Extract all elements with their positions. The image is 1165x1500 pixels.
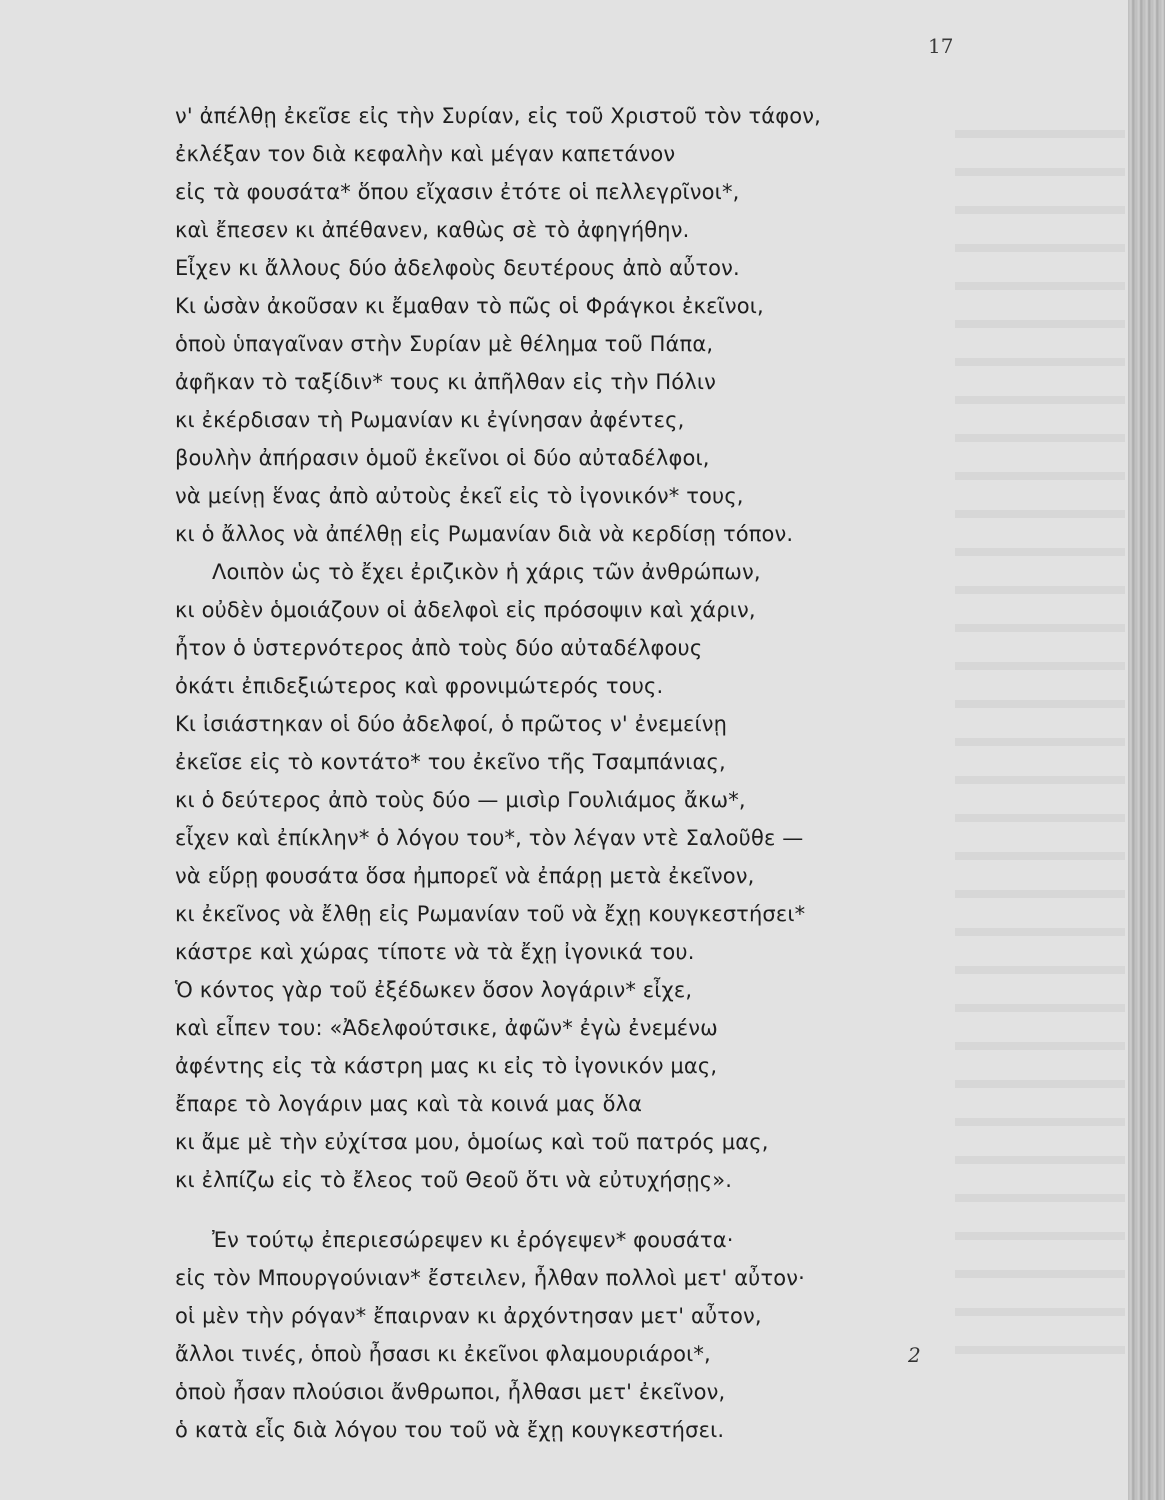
verse-line: ὁ κατὰ εἷς διὰ λόγου του τοῦ νὰ ἔχῃ κουγκεστήσει. bbox=[175, 1418, 725, 1442]
verse-line: ὀκάτι ἐπιδεξιώτερος καὶ φρονιμώτερός τους. bbox=[175, 674, 664, 698]
verse-line: βουλὴν ἀπήρασιν ὁμοῦ ἐκεῖνοι οἱ δύο αὐταδέλφοι, bbox=[175, 446, 710, 470]
verse-line: εἰς τὰ φουσάτα* ὅπου εἴχασιν ἐτότε οἱ πελλεγρῖνοι*, bbox=[175, 180, 740, 204]
verse-line: ἦτον ὁ ὑστερνότερος ἀπὸ τοὺς δύο αὐταδέλφους bbox=[175, 636, 703, 660]
verse-line: εἶχεν καὶ ἐπίκλην* ὁ λόγου του*, τὸν λέγαν ντὲ Σαλοῦθε — bbox=[175, 826, 804, 850]
verse-line: Κι ἰσιάστηκαν οἱ δύο ἀδελφοί, ὁ πρῶτος ν' ἐνεμείνῃ bbox=[175, 712, 728, 736]
verse-line: κι οὐδὲν ὁμοιάζουν οἱ ἀδελφοὶ εἰς πρόσοψιν καὶ χάριν, bbox=[175, 598, 756, 622]
verse-line: κι ὁ δεύτερος ἀπὸ τοὺς δύο — μισὶρ Γουλιάμος ἄκω*, bbox=[175, 788, 746, 812]
verse-line: κι ἐκεῖνος νὰ ἔλθῃ εἰς Ρωμανίαν τοῦ νὰ ἔχῃ κουγκεστήσει* bbox=[175, 902, 806, 926]
verse-line: Ὁ κόντος γὰρ τοῦ ἐξέδωκεν ὅσον λογάριν* εἶχε, bbox=[175, 978, 693, 1002]
verse-line: ἀφῆκαν τὸ ταξίδιν* τους κι ἀπῆλθαν εἰς τὴν Πόλιν bbox=[175, 370, 716, 394]
verse-line: εἰς τὸν Μπουργούνιαν* ἔστειλεν, ἦλθαν πολλοὶ μετ' αὖτον· bbox=[175, 1266, 805, 1290]
verse-line: ἀφέντης εἰς τὰ κάστρη μας κι εἰς τὸ ἰγονικόν μας, bbox=[175, 1054, 718, 1078]
verse-line: Εἶχεν κι ἄλλους δύο ἀδελφοὺς δευτέρους ἀπὸ αὖτον. bbox=[175, 256, 740, 280]
verse-line: ἐκεῖσε εἰς τὸ κοντάτο* του ἐκεῖνο τῆς Τσαμπάνιας, bbox=[175, 750, 726, 774]
verse-line: καὶ ἔπεσεν κι ἀπέθανεν, καθὼς σὲ τὸ ἀφηγήθην. bbox=[175, 218, 690, 242]
verse-line: κι ἄμε μὲ τὴν εὐχίτσα μου, ὁμοίως καὶ τοῦ πατρός μας, bbox=[175, 1130, 769, 1154]
verse-line: ὁποὺ ὑπαγαῖναν στὴν Συρίαν μὲ θέλημα τοῦ Πάπα, bbox=[175, 332, 714, 356]
signature-mark: 2 bbox=[908, 1343, 921, 1367]
verse-line: νὰ μείνῃ ἕνας ἀπὸ αὐτοὺς ἐκεῖ εἰς τὸ ἰγονικόν* τους, bbox=[175, 484, 744, 508]
page-number: 17 bbox=[928, 34, 954, 58]
verse-line: Κι ὡσὰν ἀκοῦσαν κι ἔμαθαν τὸ πῶς οἱ Φράγκοι ἐκεῖνοι, bbox=[175, 294, 764, 318]
verse-line: ἐκλέξαν τον διὰ κεφαλὴν καὶ μέγαν καπετάνον bbox=[175, 142, 676, 166]
verse-line: καὶ εἶπεν του: «Ἀδελφούτσικε, ἀφῶν* ἐγὼ ἐνεμένω bbox=[175, 1016, 718, 1040]
verse-line: ἔπαρε τὸ λογάριν μας καὶ τὰ κοινά μας ὅλα bbox=[175, 1092, 643, 1116]
verse-line: ἄλλοι τινές, ὁποὺ ἦσασι κι ἐκεῖνοι φλαμουριάροι*, bbox=[175, 1342, 711, 1366]
verse-line: Ἐν τούτῳ ἐπεριεσώρεψεν κι ἐρόγεψεν* φουσάτα· bbox=[212, 1228, 734, 1252]
verse-line: κι ὁ ἄλλος νὰ ἀπέλθῃ εἰς Ρωμανίαν διὰ νὰ κερδίσῃ τόπον. bbox=[175, 522, 794, 546]
verse-line: κι ἐλπίζω εἰς τὸ ἔλεος τοῦ Θεοῦ ὅτι νὰ εὐτυχήσῃς». bbox=[175, 1168, 733, 1192]
verse-line: νὰ εὕρῃ φουσάτα ὅσα ἠμπορεῖ νὰ ἐπάρῃ μετὰ ἐκεῖνον, bbox=[175, 864, 755, 888]
verse-line: ὁποὺ ἦσαν πλούσιοι ἄνθρωποι, ἦλθασι μετ' ἐκεῖνον, bbox=[175, 1380, 726, 1404]
verse-line: οἱ μὲν τὴν ρόγαν* ἔπαιρναν κι ἀρχόντησαν μετ' αὖτον, bbox=[175, 1304, 762, 1328]
verse-line: κάστρε καὶ χώρας τίποτε νὰ τὰ ἔχῃ ἰγονικά του. bbox=[175, 940, 695, 964]
book-page-edges bbox=[1128, 0, 1165, 1500]
verse-line: ν' ἀπέλθῃ ἐκεῖσε εἰς τὴν Συρίαν, εἰς τοῦ Χριστοῦ τὸν τάφον, bbox=[175, 104, 821, 128]
show-through-text bbox=[955, 100, 1125, 1380]
verse-line: Λοιπὸν ὡς τὸ ἔχει ἐριζικὸν ἡ χάρις τῶν ἀνθρώπων, bbox=[212, 560, 761, 584]
verse-line: κι ἐκέρδισαν τὴ Ρωμανίαν κι ἐγίνησαν ἀφέντες, bbox=[175, 408, 685, 432]
